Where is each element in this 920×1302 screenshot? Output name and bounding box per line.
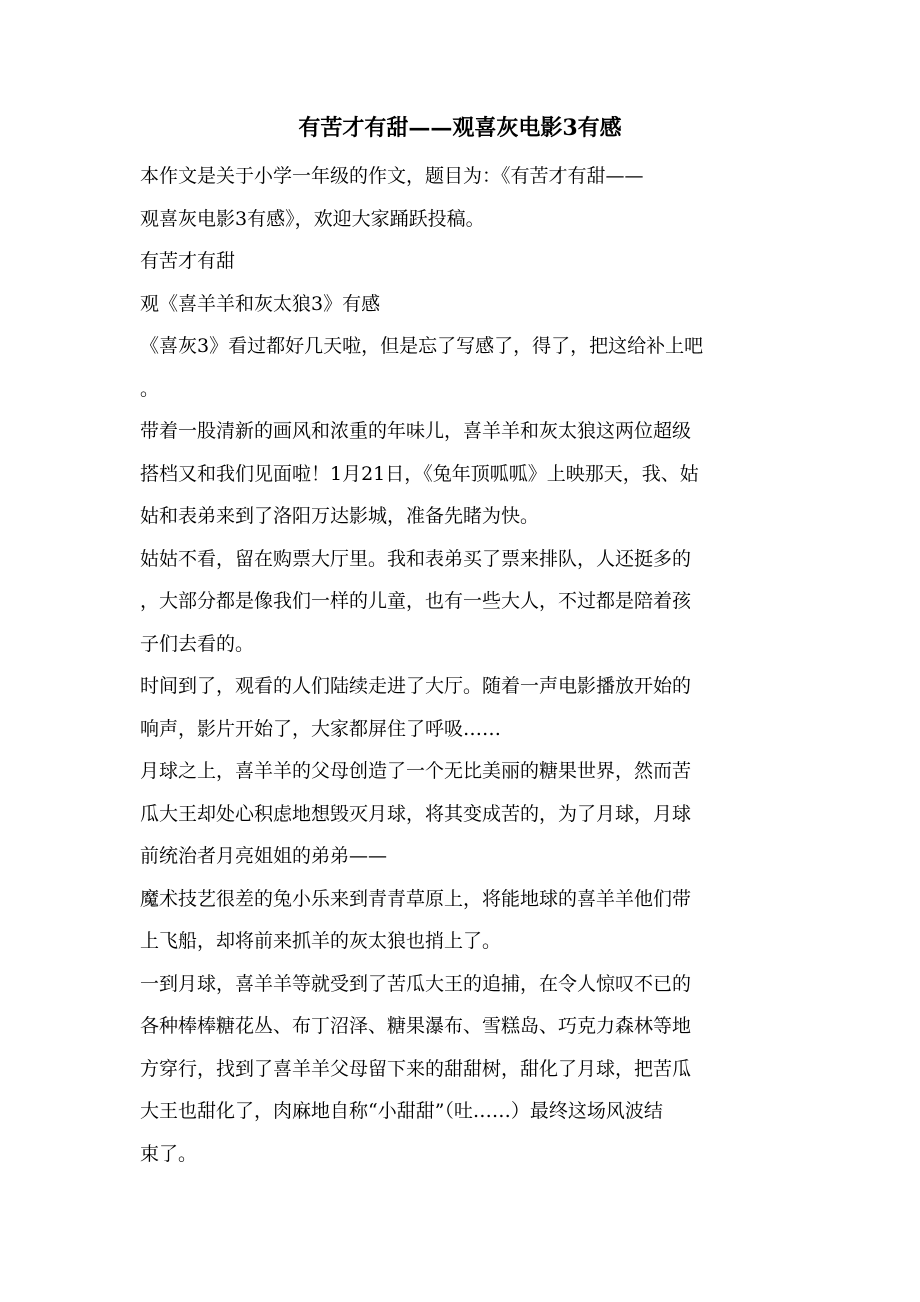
body-line: 姑和表弟来到了洛阳万达影城，准备先睹为快。	[140, 505, 540, 527]
body-line: 时间到了，观看的人们陆续走进了大厅。随着一声电影播放开始的	[140, 675, 692, 697]
body-line: 子们去看的。	[140, 632, 255, 655]
body-line: 上飞船，却将前来抓羊的灰太狼也捎上了。	[140, 930, 502, 952]
body-line: 各种棒棒糖花丛、布丁沼泽、糖果瀑布、雪糕岛、巧克力森林等地	[140, 1015, 692, 1037]
body-line: 一到月球，喜羊羊等就受到了苦瓜大王的追捕，在令人惊叹不已的	[140, 972, 692, 995]
body-line: 观《喜羊羊和灰太狼3》有感	[140, 292, 381, 315]
body-line: 《喜灰3》看过都好几天啦，但是忘了写感了，得了，把这给补上吧	[140, 335, 704, 357]
body-line: 瓜大王却处心积虑地想毁灭月球，将其变成苦的，为了月球，月球	[140, 802, 692, 825]
body-line: 本作文是关于小学一年级的作文，题目为：《有苦才有甜——	[140, 165, 644, 187]
document-title: 有苦才有甜——观喜灰电影3有感	[298, 115, 622, 141]
body-line: 响声，影片开始了，大家都屏住了呼吸……	[140, 717, 502, 740]
body-line: 魔术技艺很差的兔小乐来到青青草原上，将能地球的喜羊羊他们带	[140, 887, 692, 910]
body-line: 观喜灰电影3有感》，欢迎大家踊跃投稿。	[140, 207, 485, 230]
body-line: 月球之上，喜羊羊的父母创造了一个无比美丽的糖果世界，然而苦	[140, 760, 692, 782]
body-line: 前统治者月亮姐姐的弟弟——	[140, 845, 388, 867]
body-line: 带着一股清新的画风和浓重的年味儿，喜羊羊和灰太狼这两位超级	[140, 420, 692, 442]
body-line: 。	[140, 377, 160, 400]
body-line: 有苦才有甜	[140, 250, 236, 272]
body-line: ，大部分都是像我们一样的儿童，也有一些大人，不过都是陪着孩	[140, 590, 692, 612]
body-line: 姑姑不看，留在购票大厅里。我和表弟买了票来排队，人还挺多的	[140, 547, 692, 570]
body-line: 束了。	[140, 1142, 198, 1165]
document-body	[140, 155, 800, 1175]
body-line: 搭档又和我们见面啦！1月21日，《兔年顶呱呱》上映那天，我、姑	[140, 462, 699, 485]
body-line: 方穿行，找到了喜羊羊父母留下来的甜甜树，甜化了月球，把苦瓜	[140, 1057, 692, 1080]
body-line: 大王也甜化了，肉麻地自称“小甜甜”（吐……）最终这场风波结	[140, 1100, 663, 1122]
